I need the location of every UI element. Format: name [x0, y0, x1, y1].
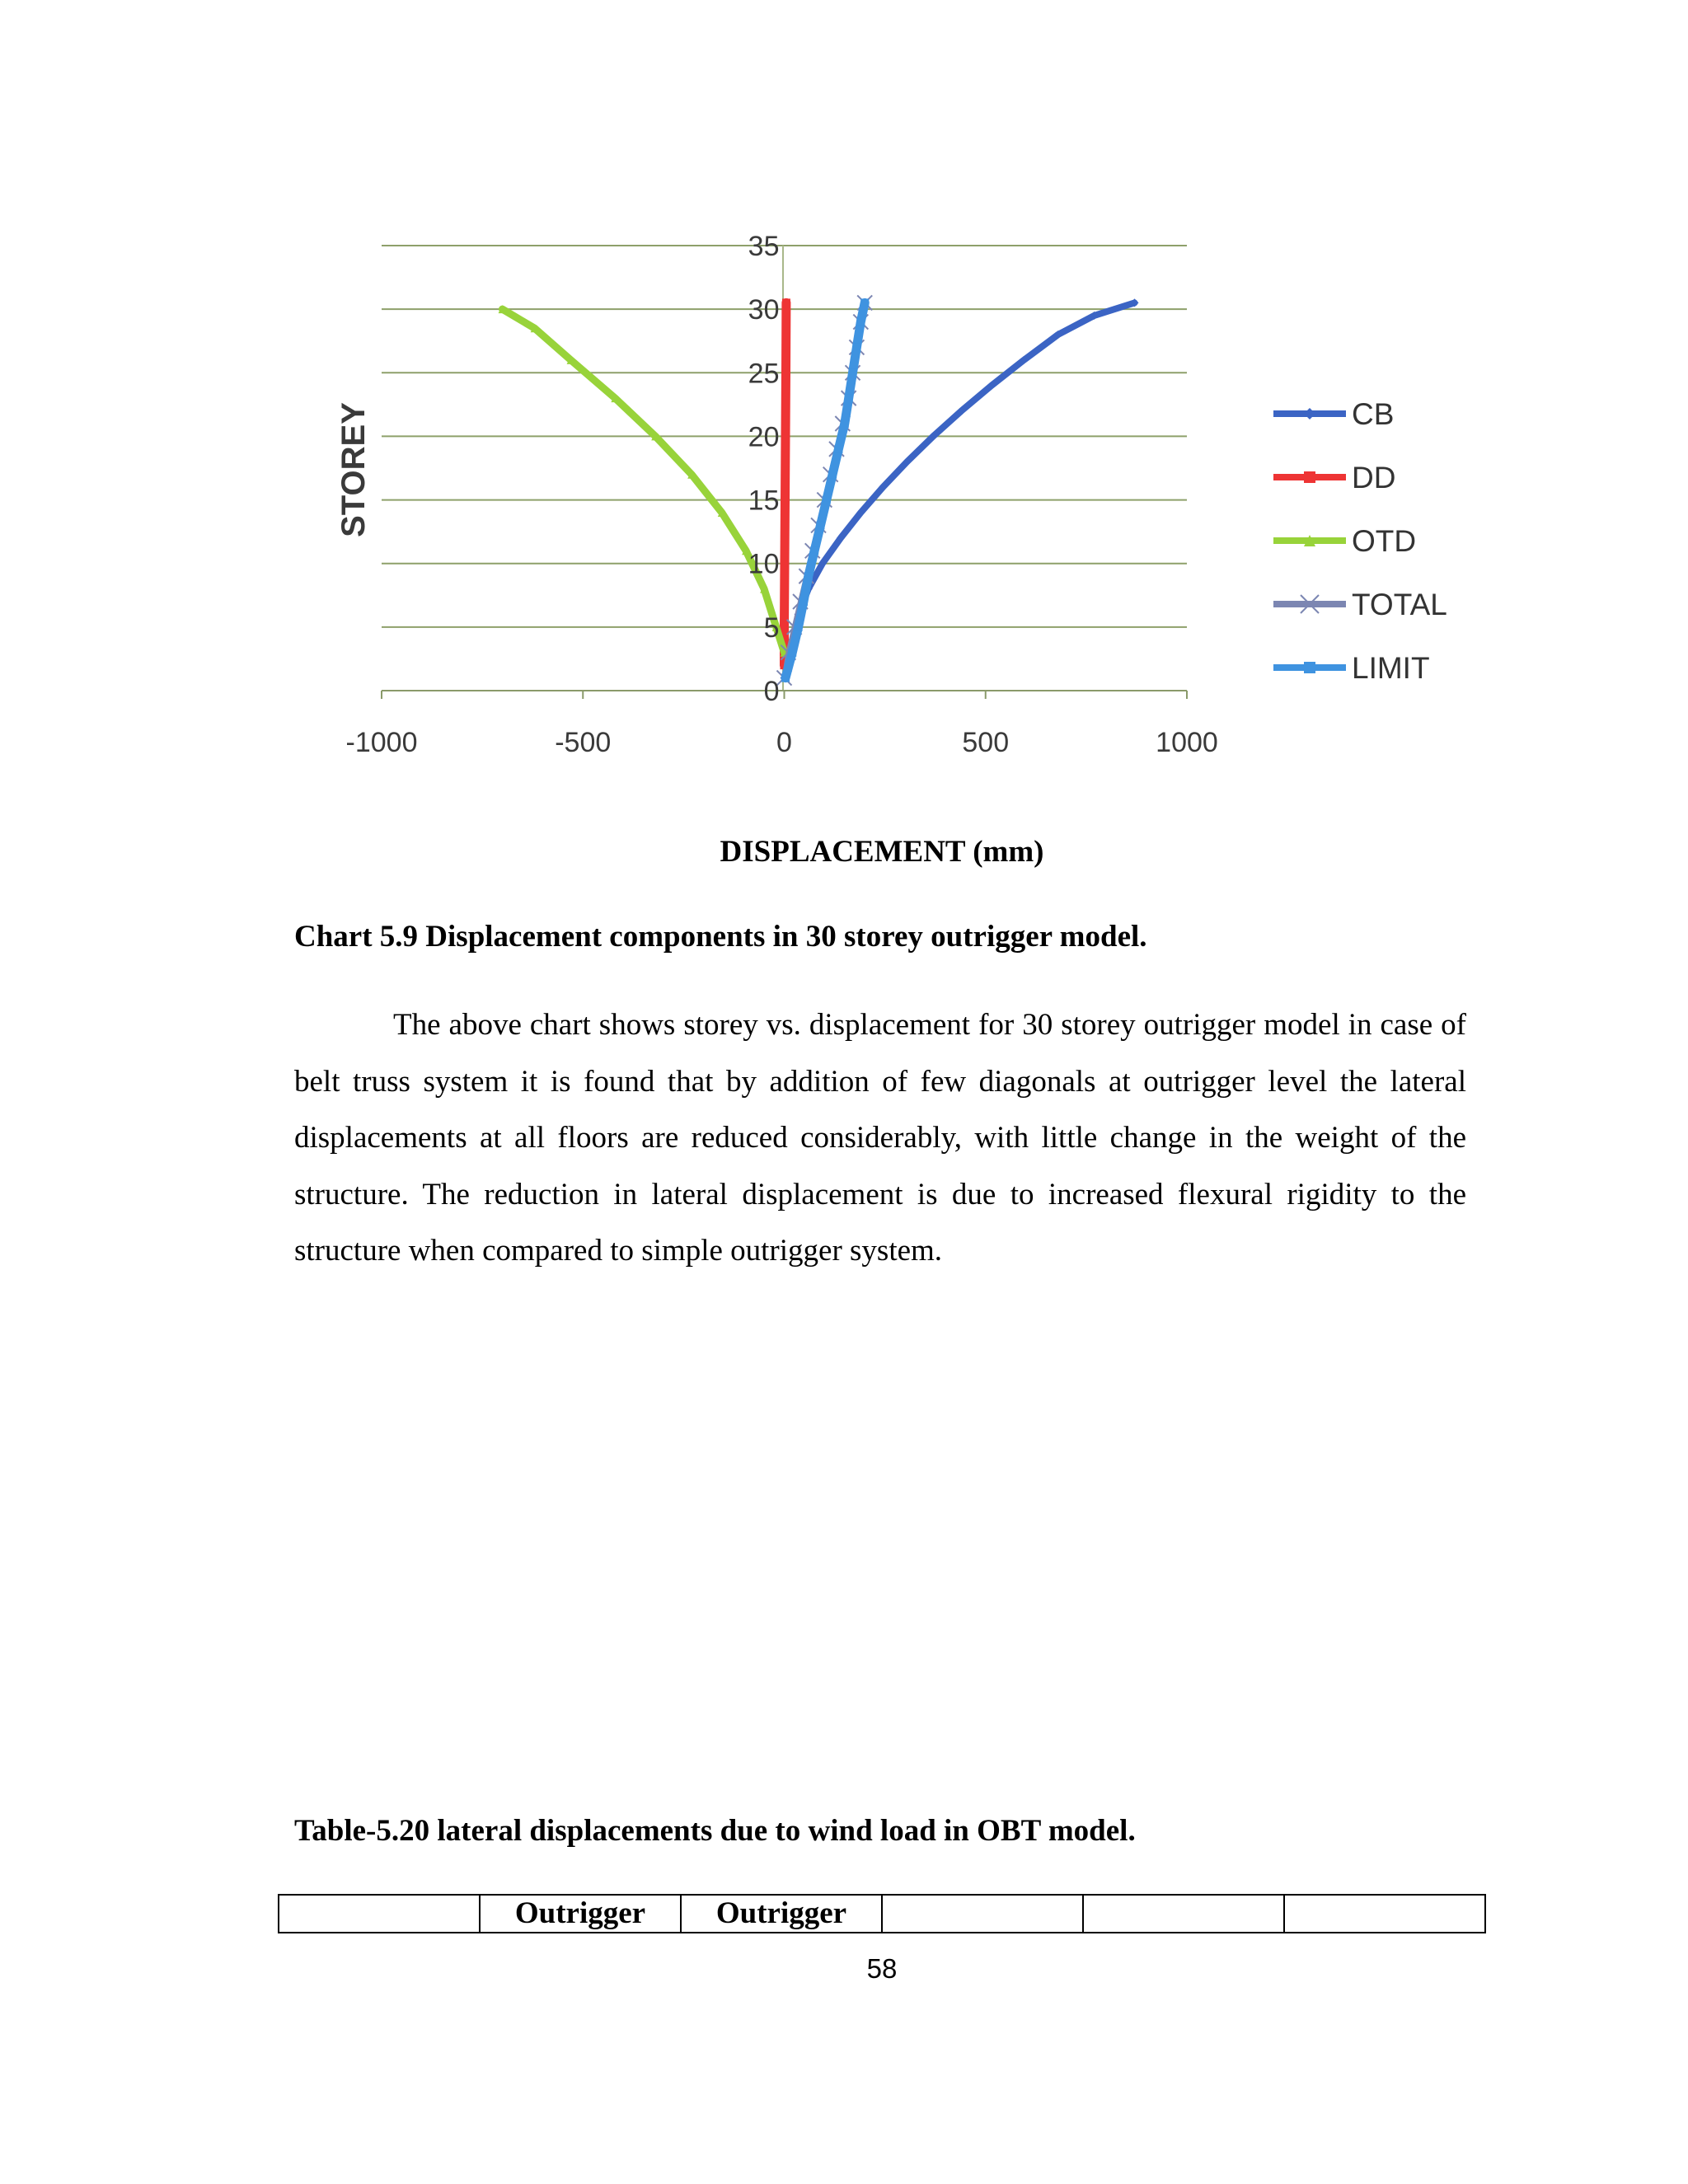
- series-line: [785, 302, 1135, 677]
- legend-item: [1273, 397, 1394, 431]
- header-cell: [1284, 1895, 1485, 1933]
- data-point: [781, 623, 789, 631]
- series-line: [785, 302, 865, 677]
- x-tick-label: -1000: [345, 727, 418, 758]
- legend-label: TOTAL: [1352, 588, 1447, 621]
- x-tick-label: 500: [962, 727, 1010, 758]
- y-tick-label: 25: [748, 358, 780, 390]
- series-line: [785, 302, 786, 665]
- data-point: [845, 394, 853, 402]
- data-point: [823, 496, 831, 504]
- data-point: [788, 649, 796, 657]
- data-point: [781, 674, 790, 682]
- data-point: [1304, 471, 1315, 483]
- header-cell: Outrigger: [681, 1895, 882, 1933]
- x-tick-label: 1000: [1156, 727, 1218, 758]
- y-tick-label: 35: [748, 231, 780, 262]
- table-caption: Table-5.20 lateral displacements due to wind load in OBT model.: [294, 1814, 1136, 1848]
- data-point: [852, 343, 860, 351]
- header-cell: [882, 1895, 1083, 1933]
- data-point: [816, 521, 824, 529]
- x-tick-label: -500: [555, 727, 612, 758]
- legend-label: OTD: [1352, 524, 1417, 558]
- header-cell: [1083, 1895, 1284, 1933]
- y-axis-label: STOREY: [335, 402, 372, 537]
- data-point: [860, 298, 869, 307]
- series-cb: [781, 298, 1139, 682]
- data-point: [782, 298, 790, 307]
- legend-item: [1273, 461, 1395, 494]
- legend-item: [1273, 651, 1430, 685]
- series-limit: [781, 298, 869, 682]
- legend-item: [1273, 588, 1447, 621]
- data-point: [781, 496, 789, 504]
- data-point: [856, 318, 865, 326]
- x-tick-marks: [382, 691, 1187, 699]
- paragraph-text: The above chart shows storey vs. displacement for 30 storey outrigger model in case of belt truss system it is found that by addition of few diagonals at outrigger level the lateral displacements at all floors are reduced considerably, with little change in the weight of the structure. The reduction in lateral displacement is due to increased flexural rigidity to the structure when compared to simple outrigger system.: [294, 1008, 1466, 1268]
- x-tick-label: 0: [776, 727, 792, 758]
- chart-legend: [1273, 397, 1447, 685]
- page-number: 58: [866, 1953, 898, 1984]
- legend-label: CB: [1352, 397, 1395, 431]
- series-dd: [781, 298, 790, 669]
- data-point: [781, 560, 789, 568]
- header-cell: Outrigger: [480, 1895, 681, 1933]
- x-tick-labels: [346, 727, 1218, 758]
- legend-label: LIMIT: [1352, 651, 1430, 685]
- displacement-chart: [0, 0, 1688, 874]
- data-point: [795, 623, 803, 631]
- y-tick-labels: [748, 231, 780, 707]
- y-tick-label: 0: [763, 676, 780, 707]
- y-tick-label: 20: [748, 421, 780, 453]
- y-tick-label: 5: [763, 612, 780, 644]
- data-point: [1304, 408, 1315, 419]
- data-point: [834, 445, 842, 453]
- series-otd: [499, 305, 789, 657]
- data-point: [1304, 662, 1315, 673]
- data-point: [828, 471, 837, 479]
- header-cell: [279, 1895, 480, 1933]
- displacement-table: [278, 1894, 1486, 1933]
- x-axis-label: DISPLACEMENT (mm): [720, 835, 1044, 869]
- series-line: [503, 309, 785, 653]
- chart-caption: Chart 5.9 Displacement components in 30 storey outrigger model.: [294, 920, 1147, 954]
- legend-item: [1273, 524, 1416, 558]
- data-point: [810, 546, 818, 555]
- y-tick-label: 10: [748, 548, 780, 580]
- y-tick-label: 15: [748, 485, 780, 517]
- body-paragraph: [294, 997, 1466, 1280]
- y-tick-label: 30: [748, 294, 780, 326]
- data-point: [781, 368, 790, 377]
- data-point: [841, 419, 849, 428]
- data-point: [804, 572, 813, 580]
- data-point: [849, 368, 857, 377]
- table-header-row: [279, 1895, 1485, 1933]
- legend-label: DD: [1352, 461, 1396, 494]
- data-point: [781, 432, 790, 440]
- data-point: [799, 598, 808, 606]
